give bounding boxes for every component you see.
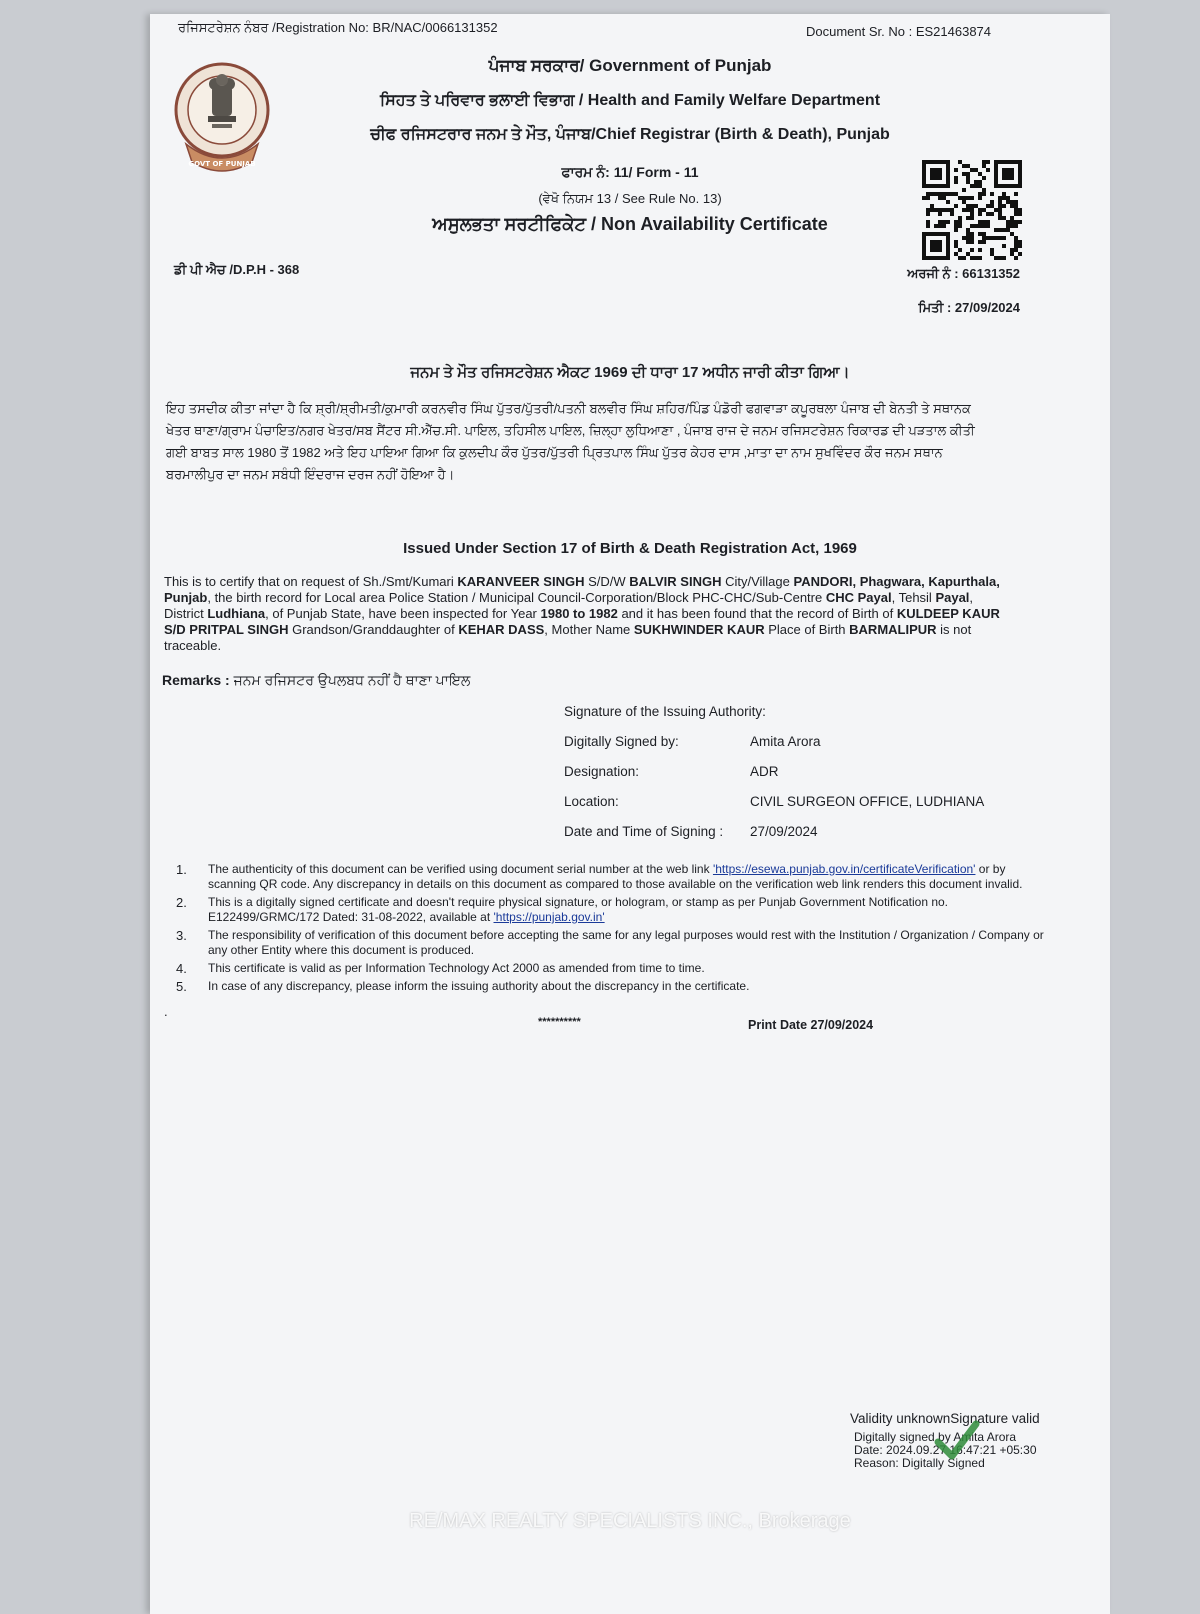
punjabi-section-title: ਜਨਮ ਤੇ ਮੌਤ ਰਜਿਸਟਰੇਸ਼ਨ ਐਕਟ 1969 ਦੀ ਧਾਰਾ 17 ਅਧੀਨ ਜਾਰੀ ਕੀਤਾ ਗਿਆ। bbox=[410, 364, 850, 381]
signed-by-row bbox=[564, 734, 821, 764]
qr-code bbox=[922, 160, 1022, 260]
note-item: 4. This certificate is valid as per Information Technology Act 2000 as amended from time to time. bbox=[176, 961, 705, 976]
form-number: ਫਾਰਮ ਨੰ: 11/ Form - 11 bbox=[561, 164, 699, 180]
punjabi-certificate-text: ਇਹ ਤਸਦੀਕ ਕੀਤਾ ਜਾਂਦਾ ਹੈ ਕਿ ਸ਼੍ਰੀ/ਸ਼੍ਰੀਮਤੀ/ਕੁਮਾਰੀ ਕਰਨਵੀਰ ਸਿੰਘ ਪੁੱਤਰ/ਪੁੱਤਰੀ/ਪਤਨੀ ਬਲਵੀਰ ਸਿੰਘ ਸ਼ਹਿਰ/ਪਿੰਡ ਪੰਡੋਰੀ ਫਗਵਾੜਾ ਕਪੂਰਥਲਾ ਪੰਜਾਬ ਦੀ ਬੇਨਤੀ ਤੇ ਸਥਾਨਕ ਖੇਤਰ ਥਾਣਾ/ਗ੍ਰਾਮ ਪੰਚਾਇਤ/ਨਗਰ ਖੇਤਰ/ਸਬ ਸੈਂਟਰ ਸੀ.ਐੱਚ.ਸੀ. ਪਾਇਲ, ਤਹਿਸੀਲ ਪਾਇਲ, ਜ਼ਿਲ੍ਹਾ ਲੁਧਿਆਣਾ , ਪੰਜਾਬ ਰਾਜ ਦੇ ਜਨਮ ਰਜਿਸਟਰੇਸ਼ਨ ਰਿਕਾਰਡ ਦੀ ਪੜਤਾਲ ਕੀਤੀ ਗਈ ਬਾਬਤ ਸਾਲ 1980 ਤੋਂ 1982 ਅਤੇ ਇਹ ਪਾਇਆ ਗਿਆ ਕਿ ਕੁਲਦੀਪ ਕੌਰ ਪੁੱਤਰ/ਪੁੱਤਰੀ ਪ੍ਰਿਤਪਾਲ ਸਿੰਘ ਪੁੱਤਰ ਕੇਹਰ ਦਾਸ ,ਮਾਤਾ ਦਾ ਨਾਮ ਸੁਖਵਿੰਦਰ ਕੌਰ ਜਨਮ ਸਥਾਨ ਬਰਮਾਲੀਪੁਰ ਦਾ ਜਨਮ ਸਬੰਧੀ ਇੰਦਰਾਜ ਦਰਜ ਨਹੀਂ ਹੋਇਆ ਹੈ। bbox=[166, 401, 975, 482]
signed-by-label: Digitally Signed by: bbox=[564, 734, 679, 749]
stray-dot: . bbox=[164, 1004, 168, 1019]
child-name: KULDEEP KAUR S/D PRITPAL SINGH bbox=[164, 606, 1000, 637]
signature-reason: Reason: Digitally Signed bbox=[854, 1456, 985, 1470]
english-section-title: Issued Under Section 17 of Birth & Death Registration Act, 1969 bbox=[403, 540, 857, 557]
note-item: 2. This is a digitally signed certificate and doesn't require physical signature, or hologram, or stamp as per Punjab Government Notification no. E122499/GRMC/172 Dated: 31-08-2022, available at 'https://punjab.gov.in' bbox=[176, 895, 949, 924]
verification-link[interactable]: 'https://esewa.punjab.gov.in/certificateVerification' bbox=[712, 862, 976, 876]
registrar-title: ਚੀਫ ਰਜਿਸਟਰਾਰ ਜਨਮ ਤੇ ਮੌਤ, ਪੰਜਾਬ/Chief Registrar (Birth & Death), Punjab bbox=[370, 126, 890, 143]
signed-by-value: Amita Arora bbox=[750, 734, 821, 749]
years-inspected: 1980 to 1982 bbox=[540, 606, 618, 621]
department-title: ਸਿਹਤ ਤੇ ਪਰਿਵਾਰ ਭਲਾਈ ਵਿਭਾਗ / Health and Family Welfare Department bbox=[379, 92, 881, 109]
note-item: 1. The authenticity of this document can be verified using document serial number at the web link 'https://esewa.punjab.gov.in/certificateVerification' or by scanning QR code. Any discrepancy in details on this document as compared to those available on the verification web link renders this document invalid. bbox=[176, 862, 1023, 891]
signing-date-value: 27/09/2024 bbox=[750, 824, 818, 839]
signing-date-label: Date and Time of Signing : bbox=[564, 824, 724, 839]
mother-name: SUKHWINDER KAUR bbox=[633, 622, 765, 637]
dph-number: ਡੀ ਪੀ ਐਚ /D.P.H - 368 bbox=[174, 262, 300, 277]
applicant-parent: BALVIR SINGH bbox=[629, 574, 722, 589]
emblem-text: GOVT OF PUNJAB bbox=[188, 160, 256, 168]
print-date: Print Date 27/09/2024 bbox=[748, 1018, 874, 1032]
designation-value: ADR bbox=[750, 764, 779, 779]
district-name: Ludhiana bbox=[207, 606, 266, 621]
remarks-value: ਜਨਮ ਰਜਿਸਟਰ ਉਪਲਬਧ ਨਹੀਂ ਹੈ ਥਾਣਾ ਪਾਇਲ bbox=[233, 672, 471, 688]
grandparent-name: KEHAR DASS bbox=[458, 622, 545, 637]
signature-date: Date: 2024.09.27 16:47:21 +05:30 bbox=[854, 1443, 1037, 1457]
notes-list bbox=[176, 862, 1056, 997]
certificate-page bbox=[150, 14, 1110, 1614]
certificate-title: ਅਸੁਲਭਤਾ ਸਰਟੀਫਿਕੇਟ / Non Availability Certificate bbox=[432, 214, 828, 234]
designation-label: Designation: bbox=[564, 764, 640, 779]
remarks-label: Remarks : bbox=[162, 672, 230, 688]
applicant-name: KARANVEER SINGH bbox=[457, 574, 585, 589]
signature-validity-status: Validity unknownSignature valid bbox=[850, 1411, 1040, 1426]
checkmark-icon bbox=[932, 1418, 982, 1464]
application-number: ਅਰਜੀ ਨੰ : 66131352 bbox=[907, 266, 1020, 281]
brokerage-watermark: RE/MAX REALTY SPECIALISTS INC., Brokerage bbox=[409, 1510, 851, 1532]
punjab-gov-link[interactable]: 'https://punjab.gov.in' bbox=[493, 910, 605, 924]
location-row bbox=[564, 794, 985, 824]
location-value: CIVIL SURGEON OFFICE, LUDHIANA bbox=[750, 794, 985, 809]
signing-date-row bbox=[564, 824, 818, 854]
location-label: Location: bbox=[564, 794, 619, 809]
government-title: ਪੰਜਾਬ ਸਰਕਾਰ/ Government of Punjab bbox=[488, 56, 772, 75]
registration-number: ਰਜਿਸਟਰੇਸ਼ਨ ਨੰਬਰ /Registration No: BR/NAC/0066131352 bbox=[178, 20, 498, 35]
end-of-document-stars: ********** bbox=[538, 1016, 581, 1028]
english-certificate-text: This is to certify that on request of Sh./Smt/Kumari KARANVEER SINGH S/D/W BALVIR SINGH City/Village PANDORI, Phagwara, Kapurthala, Punjab, the birth record for Local area Police Station / Municipal Council-Corporation/Block PHC-CHC/Sub-Centre CHC Payal, Tehsil Payal, District Ludhiana, of Punjab State, have been inspected for Year 1980 to 1982 and it has been found that the record of Birth of KULDEEP KAUR S/D PRITPAL SINGH Grandson/Granddaughter of KEHAR DASS, Mother Name SUKHWINDER KAUR Place of Birth BARMALIPUR is not traceable. bbox=[164, 574, 1000, 653]
note-item: 3. The responsibility of verification of this document before accepting the same for any legal purposes would rest with the Institution / Organization / Company or any other Entity where this document is produced. bbox=[176, 928, 1044, 957]
birth-place: BARMALIPUR bbox=[849, 622, 937, 637]
rule-reference: (ਵੇਖੋ ਨਿਯਮ 13 / See Rule No. 13) bbox=[538, 191, 722, 206]
note-item: 5. In case of any discrepancy, please inform the issuing authority about the discrepancy in the certificate. bbox=[176, 979, 750, 994]
designation-row bbox=[564, 764, 779, 794]
tehsil-name: Payal bbox=[935, 590, 970, 605]
signature-heading: Signature of the Issuing Authority: bbox=[564, 704, 766, 719]
remarks bbox=[162, 672, 470, 689]
document-serial-number: Document Sr. No : ES21463874 bbox=[806, 24, 992, 39]
digitally-signed-by: Digitally signed by Amita Arora bbox=[854, 1430, 1017, 1444]
issue-date: ਮਿਤੀ : 27/09/2024 bbox=[918, 300, 1020, 315]
signature-block bbox=[564, 704, 985, 854]
village-name: PANDORI, Phagwara, Kapurthala, Punjab bbox=[164, 574, 1000, 605]
health-centre: CHC Payal bbox=[825, 590, 892, 605]
